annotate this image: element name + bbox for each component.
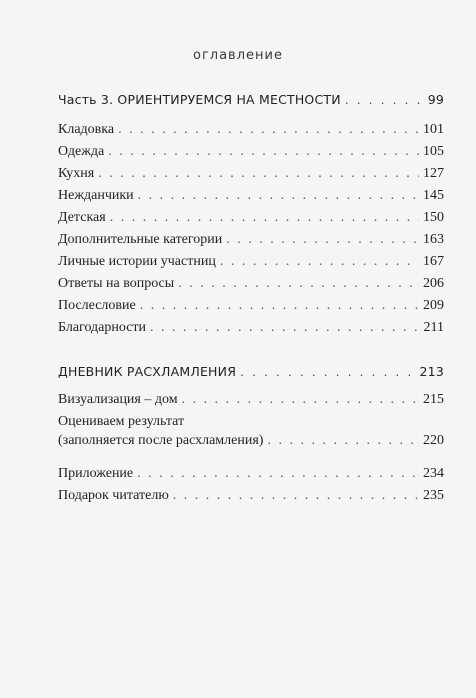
toc-entry-label: Послесловие bbox=[58, 298, 136, 313]
toc-entry-page: 235 bbox=[423, 488, 444, 503]
leader-dots bbox=[267, 433, 419, 449]
toc-entry-label: Ответы на вопросы bbox=[58, 276, 175, 291]
toc-entry-page: 163 bbox=[423, 232, 444, 247]
toc-entry-label: Подарок читателю bbox=[58, 488, 169, 503]
toc-entry bbox=[58, 488, 444, 504]
toc-entry bbox=[58, 188, 444, 204]
leader-dots bbox=[345, 92, 420, 107]
leader-dots bbox=[240, 364, 415, 379]
toc-entry bbox=[58, 392, 444, 408]
toc-entry-page: 99 bbox=[427, 92, 444, 107]
toc-entry-label: Благодарности bbox=[58, 320, 147, 335]
toc-entry-page: 150 bbox=[423, 210, 444, 225]
leader-dots bbox=[138, 188, 419, 204]
toc-entry-label: Кладовка bbox=[58, 122, 115, 137]
toc-entry-diary bbox=[58, 364, 444, 379]
leader-dots bbox=[98, 166, 419, 182]
toc-entry bbox=[58, 122, 444, 138]
leader-dots bbox=[150, 320, 419, 336]
leader-dots bbox=[110, 210, 419, 226]
toc-entry-label: Личные истории участниц bbox=[58, 254, 216, 269]
toc-entry-page: 167 bbox=[423, 254, 444, 269]
toc-entry-label: Дополнительные категории bbox=[58, 232, 223, 247]
toc-entry bbox=[58, 466, 444, 482]
toc-entry-label: Визуализация – дом bbox=[58, 392, 178, 407]
toc-entry bbox=[58, 254, 444, 270]
leader-dots bbox=[140, 298, 419, 314]
toc-entry-part3 bbox=[58, 92, 444, 107]
toc-entry-label-line1: Оцениваем результат bbox=[58, 414, 185, 429]
toc-entry-label: Часть 3. ОРИЕНТИРУЕМСЯ НА МЕСТНОСТИ bbox=[58, 92, 341, 107]
toc-entry-page: 209 bbox=[423, 298, 444, 313]
toc-entry-page: 213 bbox=[419, 364, 444, 379]
toc-entry bbox=[58, 298, 444, 314]
leader-dots bbox=[118, 122, 419, 138]
leader-dots bbox=[220, 254, 419, 270]
toc-entry-label: Приложение bbox=[58, 466, 134, 481]
toc-entry bbox=[58, 433, 444, 449]
toc-entry-label: ДНЕВНИК РАСХЛАМЛЕНИЯ bbox=[58, 364, 237, 379]
toc-entry bbox=[58, 232, 444, 248]
toc-entry-page: 220 bbox=[423, 433, 444, 448]
toc-entry-label: Одежда bbox=[58, 144, 105, 159]
leader-dots bbox=[173, 488, 419, 504]
toc-entry-label: Кухня bbox=[58, 166, 95, 181]
toc-entry-page: 234 bbox=[423, 466, 444, 481]
toc-entry-label: Детская bbox=[58, 210, 106, 225]
toc-entry-page: 206 bbox=[423, 276, 444, 291]
toc-entry-page: 145 bbox=[423, 188, 444, 203]
toc-entry bbox=[58, 276, 444, 292]
toc-heading: оглавление bbox=[193, 48, 283, 63]
leader-dots bbox=[108, 144, 419, 160]
toc-entry-page: 127 bbox=[423, 166, 444, 181]
toc-entry bbox=[58, 210, 444, 226]
toc-entry-page: 215 bbox=[423, 392, 444, 407]
toc-entry bbox=[58, 320, 444, 336]
toc-entry-page: 211 bbox=[423, 320, 444, 335]
leader-dots bbox=[178, 276, 419, 292]
leader-dots bbox=[226, 232, 419, 248]
toc-entry-label-line2: (заполняется после расхламления) bbox=[58, 433, 264, 448]
toc-entry bbox=[58, 166, 444, 182]
toc-entry-page: 105 bbox=[423, 144, 444, 159]
leader-dots bbox=[182, 392, 419, 408]
leader-dots bbox=[137, 466, 419, 482]
toc-entry-label: Нежданчики bbox=[58, 188, 134, 203]
toc-entry bbox=[58, 144, 444, 160]
toc-entry-page: 101 bbox=[423, 122, 444, 137]
